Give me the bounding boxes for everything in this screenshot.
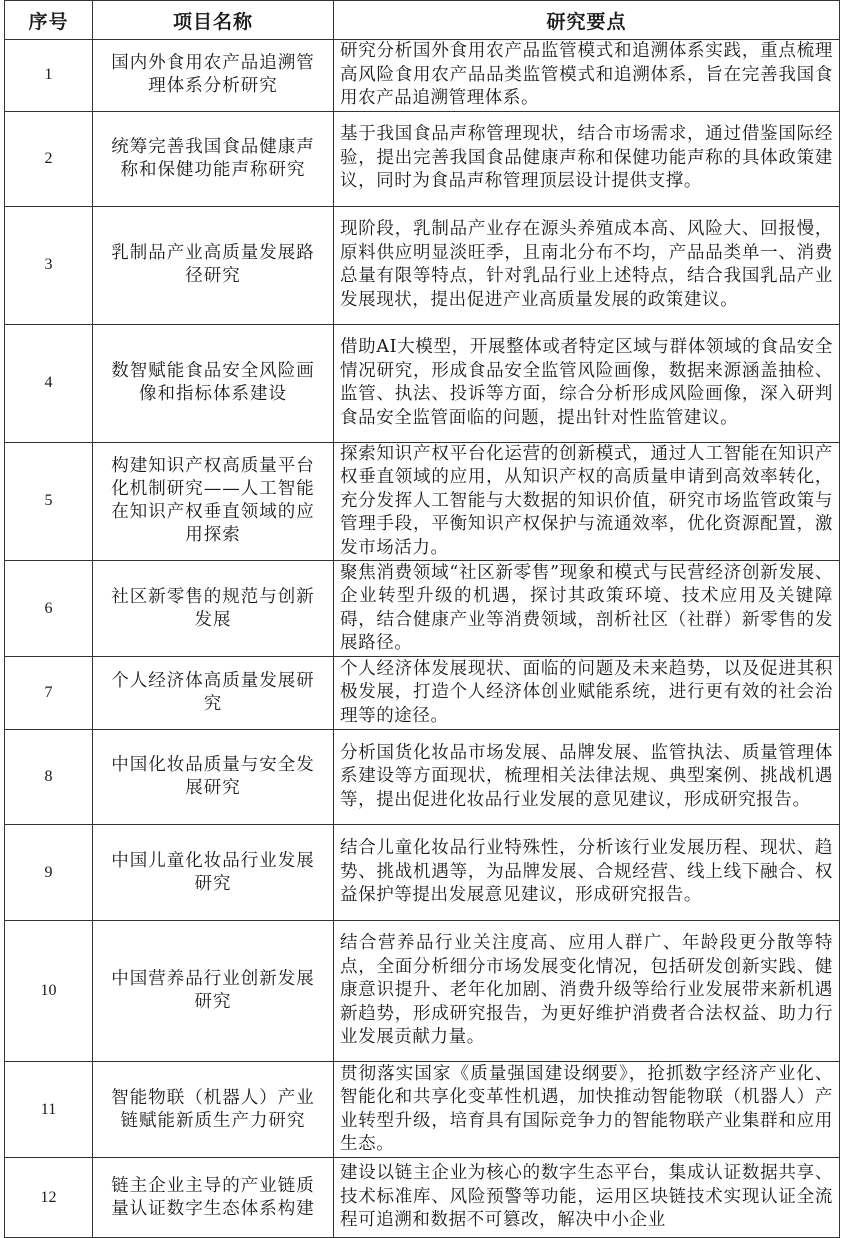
- project-name: 链主企业主导的产业链质量认证数字生态体系构建: [93, 1158, 334, 1238]
- research-points: 建设以链主企业为核心的数字生态平台，集成认证数据共享、技术标准库、风险预警等功能，运用区块链技术实现认证全流程可追溯和数据不可篡改，解决中小企业: [334, 1158, 840, 1238]
- row-number: 11: [5, 1062, 93, 1158]
- research-points: 探索知识产权平台化运营的创新模式，通过人工智能在知识产权垂直领域的应用，从知识产权的高质量申请到高效率转化，充分发挥人工智能与大数据的知识价值，研究市场监管政策与管理手段，平衡知识产权保护与流通效率，优化资源配置，激发市场活力。: [334, 442, 840, 561]
- research-points: 现阶段，乳制品产业存在源头养殖成本高、风险大、回报慢，原料供应明显淡旺季，且南北分布不均，产品品类单一、消费总量有限等特点，针对乳品行业上述特点，结合我国乳品产业发展现状，提出促进产业高质量发展的政策建议。: [334, 206, 840, 324]
- table-row: [5, 1158, 840, 1238]
- row-number: 10: [5, 921, 93, 1062]
- project-name: 数智赋能食品安全风险画像和指标体系建设: [93, 324, 334, 442]
- project-name: 中国化妆品质量与安全发展研究: [93, 730, 334, 825]
- table-row: [5, 730, 840, 825]
- research-points: 聚焦消费领域“社区新零售”现象和模式与民营经济创新发展、企业转型升级的机遇，探讨其政策环境、技术应用及关键障碍，结合健康产业等消费领域，剖析社区（社群）新零售的发展路径。: [334, 561, 840, 657]
- research-points: 分析国货化妆品市场发展、品牌发展、监管执法、质量管理体系建设等方面现状，梳理相关法律法规、典型案例、挑战机遇等，提出促进化妆品行业发展的意见建议，形成研究报告。: [334, 730, 840, 825]
- row-number: 9: [5, 825, 93, 921]
- table-row: [5, 40, 840, 112]
- header-research-points: 研究要点: [334, 1, 840, 40]
- table-header-row: [5, 1, 840, 40]
- project-name: 国内外食用农产品追溯管理体系分析研究: [93, 40, 334, 112]
- table-row: [5, 1062, 840, 1158]
- table-row: [5, 825, 840, 921]
- research-projects-table: [4, 0, 840, 1238]
- row-number: 6: [5, 561, 93, 657]
- research-points: 基于我国食品声称管理现状，结合市场需求，通过借鉴国际经验，提出完善我国食品健康声称和保健功能声称的具体政策建议，同时为食品声称管理顶层设计提供支撑。: [334, 111, 840, 206]
- table-row: [5, 442, 840, 561]
- row-number: 7: [5, 657, 93, 730]
- table-row: [5, 111, 840, 206]
- row-number: 3: [5, 206, 93, 324]
- project-name: 智能物联（机器人）产业链赋能新质生产力研究: [93, 1062, 334, 1158]
- row-number: 4: [5, 324, 93, 442]
- project-name: 统筹完善我国食品健康声称和保健功能声称研究: [93, 111, 334, 206]
- project-name: 构建知识产权高质量平台化机制研究——人工智能在知识产权垂直领域的应用探索: [93, 442, 334, 561]
- row-number: 2: [5, 111, 93, 206]
- row-number: 8: [5, 730, 93, 825]
- table-row: [5, 561, 840, 657]
- project-name: 社区新零售的规范与创新发展: [93, 561, 334, 657]
- table-row: [5, 324, 840, 442]
- project-name: 中国营养品行业创新发展研究: [93, 921, 334, 1062]
- project-name: 个人经济体高质量发展研究: [93, 657, 334, 730]
- row-number: 5: [5, 442, 93, 561]
- project-name: 中国儿童化妆品行业发展研究: [93, 825, 334, 921]
- table-row: [5, 657, 840, 730]
- row-number: 1: [5, 40, 93, 112]
- table-row: [5, 921, 840, 1062]
- research-points: 个人经济体发展现状、面临的问题及未来趋势，以及促进其积极发展，打造个人经济体创业赋能系统，进行更有效的社会治理等的途径。: [334, 657, 840, 730]
- row-number: 12: [5, 1158, 93, 1238]
- research-points: 贯彻落实国家《质量强国建设纲要》，抢抓数字经济产业化、智能化和共享化变革性机遇，加快推动智能物联（机器人）产业转型升级，培育具有国际竞争力的智能物联产业集群和应用生态。: [334, 1062, 840, 1158]
- header-serial-number: 序号: [5, 1, 93, 40]
- research-points: 借助AI大模型，开展整体或者特定区域与群体领域的食品安全情况研究，形成食品安全监管风险画像，数据来源涵盖抽检、监管、执法、投诉等方面，综合分析形成风险画像，深入研判食品安全监管面临的问题，提出针对性监管建议。: [334, 324, 840, 442]
- project-name: 乳制品产业高质量发展路径研究: [93, 206, 334, 324]
- header-project-name: 项目名称: [93, 1, 334, 40]
- research-points: 结合儿童化妆品行业特殊性，分析该行业发展历程、现状、趋势、挑战机遇等，为品牌发展、合规经营、线上线下融合、权益保护等提出发展意见建议，形成研究报告。: [334, 825, 840, 921]
- research-points: 结合营养品行业关注度高、应用人群广、年龄段更分散等特点，全面分析细分市场发展变化情况，包括研发创新实践、健康意识提升、老年化加剧、消费升级等给行业发展带来新机遇新趋势，形成研究报告，为更好维护消费者合法权益、助力行业发展贡献力量。: [334, 921, 840, 1062]
- research-points: 研究分析国外食用农产品监管模式和追溯体系实践，重点梳理高风险食用农产品品类监管模式和追溯体系，旨在完善我国食用农产品追溯管理体系。: [334, 40, 840, 112]
- table-row: [5, 206, 840, 324]
